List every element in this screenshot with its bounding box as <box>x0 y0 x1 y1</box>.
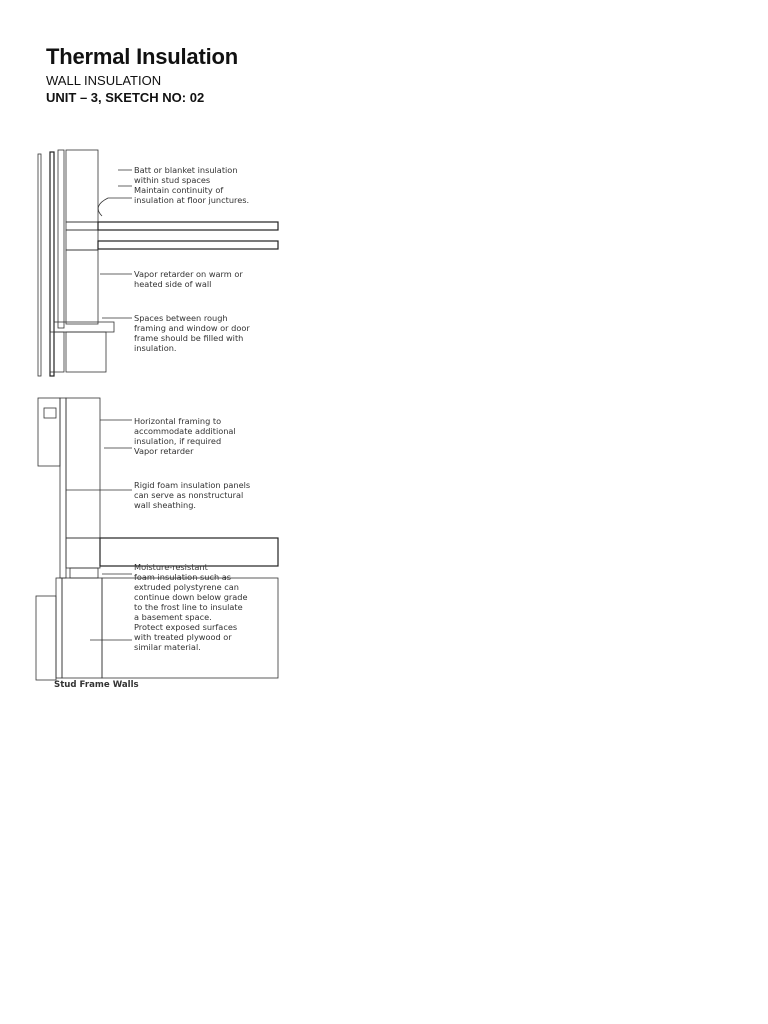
lower-annotations <box>134 416 253 652</box>
stud-frame-wall-sketch <box>30 146 284 696</box>
page-title: Thermal Insulation <box>46 44 238 69</box>
upper-annotations <box>134 165 252 353</box>
svg-text:Rigid foam insulation panels: Rigid foam insulation panels can serve as nonstructural wall sheathing. <box>134 480 251 510</box>
svg-text:Vapor retarder on warm or: Vapor retarder on warm or heated side of wall <box>134 269 243 289</box>
wall-section-drawing <box>30 146 284 696</box>
figure-caption: Stud Frame Walls <box>54 680 139 690</box>
svg-text:Batt or blanket insulation: Batt or blanket insulation within stud spaces Maintain continuity of insulation at floor junctures. <box>134 165 250 205</box>
sketch-reference: UNIT – 3, SKETCH NO: 02 <box>46 90 205 105</box>
svg-text:Moisture-resistant foa: Moisture-resistant foam insulation such as extruded polystyrene can continue down below grade to the frost line to insulate a basement space. Protect exposed surfaces with treated plywood or similar material. <box>134 562 248 652</box>
svg-text:Horizontal framing to: Horizontal framing to accommodate additional insulation, if required Vapor retarder <box>134 416 236 456</box>
svg-text:Spaces between rough f: Spaces between rough framing and window or door frame should be filled with insulation. <box>134 313 250 353</box>
section-subtitle: WALL INSULATION <box>46 73 162 88</box>
